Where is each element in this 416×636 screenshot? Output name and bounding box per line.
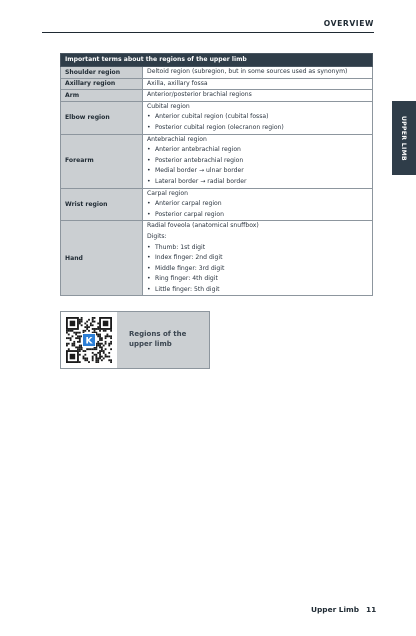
bullet-icon: •	[147, 254, 151, 262]
description-line	[143, 232, 372, 243]
bullet-icon: •	[147, 146, 151, 154]
region-term: Wrist region	[61, 188, 143, 221]
bullet-icon: •	[147, 167, 151, 175]
qr-code-graphic	[61, 312, 117, 368]
qr-code[interactable]	[61, 312, 117, 368]
bullet-icon: •	[147, 285, 151, 293]
footer-chapter-title: Upper Limb	[311, 605, 360, 614]
region-term: Forearm	[61, 134, 143, 188]
region-term: Shoulder region	[61, 67, 143, 79]
description-text: Anterior carpal region	[155, 200, 222, 208]
description-text: Posterior carpal region	[155, 210, 224, 218]
table-row	[61, 134, 373, 188]
description-text: Axilla, axillary fossa	[147, 79, 208, 87]
description-text: Anterior/posterior brachial regions	[147, 91, 252, 99]
header-divider	[42, 32, 374, 33]
regions-terms-table	[60, 53, 373, 296]
table-header-row	[61, 54, 373, 67]
description-text: Index finger: 2nd digit	[155, 254, 223, 262]
table-row	[61, 78, 373, 90]
description-line	[143, 135, 372, 146]
description-bullet-item	[143, 243, 372, 254]
description-text: Little finger: 5th digit	[155, 285, 220, 293]
description-bullet-item	[143, 166, 372, 177]
bullet-icon: •	[147, 243, 151, 251]
description-text: Digits:	[147, 232, 167, 240]
description-text: Lateral border → radial border	[155, 177, 247, 185]
bullet-icon: •	[147, 113, 151, 121]
region-description	[143, 78, 373, 90]
description-bullet-item	[143, 156, 372, 167]
description-bullet-item	[143, 285, 372, 296]
description-bullet-item	[143, 123, 372, 134]
description-bullet-item	[143, 145, 372, 156]
table-body	[61, 67, 373, 296]
bullet-icon: •	[147, 210, 151, 218]
description-text: Antebrachial region	[147, 135, 207, 143]
description-line	[143, 67, 372, 78]
region-term: Axillary region	[61, 78, 143, 90]
table-row	[61, 101, 373, 134]
region-term: Elbow region	[61, 101, 143, 134]
description-text: Anterior cubital region (cubital fossa)	[155, 113, 269, 121]
region-description	[143, 101, 373, 134]
description-bullet-item	[143, 199, 372, 210]
description-text: Thumb: 1st digit	[155, 243, 206, 251]
bullet-icon: •	[147, 200, 151, 208]
table-caption: Important terms about the regions of the upper limb	[61, 54, 373, 67]
description-text: Carpal region	[147, 189, 188, 197]
region-term: Arm	[61, 90, 143, 102]
region-term: Hand	[61, 221, 143, 296]
region-description	[143, 221, 373, 296]
section-title: OVERVIEW	[323, 19, 374, 28]
description-text: Cubital region	[147, 102, 190, 110]
table-row	[61, 221, 373, 296]
table-row	[61, 67, 373, 79]
description-bullet-item	[143, 253, 372, 264]
bullet-icon: •	[147, 123, 151, 131]
table-row	[61, 188, 373, 221]
description-text: Ring finger: 4th digit	[155, 275, 218, 283]
qr-label-area	[117, 312, 209, 368]
description-text: Deltoid region (subregion, but in some sources used as synonym)	[147, 68, 348, 75]
description-text: Medial border → ulnar border	[155, 167, 244, 175]
description-line	[143, 79, 372, 90]
region-description	[143, 90, 373, 102]
region-description	[143, 188, 373, 221]
description-text: Anterior antebrachial region	[155, 146, 241, 154]
description-bullet-item	[143, 210, 372, 221]
chapter-side-tab-label: UPPER LIMB	[400, 115, 408, 161]
description-text: Radial foveola (anatomical snuffbox)	[147, 222, 259, 230]
region-description	[143, 134, 373, 188]
description-line	[143, 90, 372, 101]
bullet-icon: •	[147, 156, 151, 164]
description-text: Posterior antebrachial region	[155, 156, 244, 164]
bullet-icon: •	[147, 264, 151, 272]
description-line	[143, 221, 372, 232]
qr-badge-letter: K	[85, 336, 93, 347]
description-bullet-item	[143, 112, 372, 123]
page-number: 11	[366, 605, 377, 614]
chapter-side-tab	[392, 101, 416, 175]
description-bullet-item	[143, 177, 372, 188]
qr-link-box[interactable]	[60, 311, 210, 369]
bullet-icon: •	[147, 177, 151, 185]
bullet-icon: •	[147, 275, 151, 283]
description-bullet-item	[143, 264, 372, 275]
description-bullet-item	[143, 274, 372, 285]
description-line	[143, 189, 372, 200]
region-description	[143, 67, 373, 79]
description-line	[143, 102, 372, 113]
table-row	[61, 90, 373, 102]
description-text: Posterior cubital region (olecranon region)	[155, 123, 284, 131]
qr-label: Regions of the upper limb	[129, 330, 187, 348]
description-text: Middle finger: 3rd digit	[155, 264, 225, 272]
